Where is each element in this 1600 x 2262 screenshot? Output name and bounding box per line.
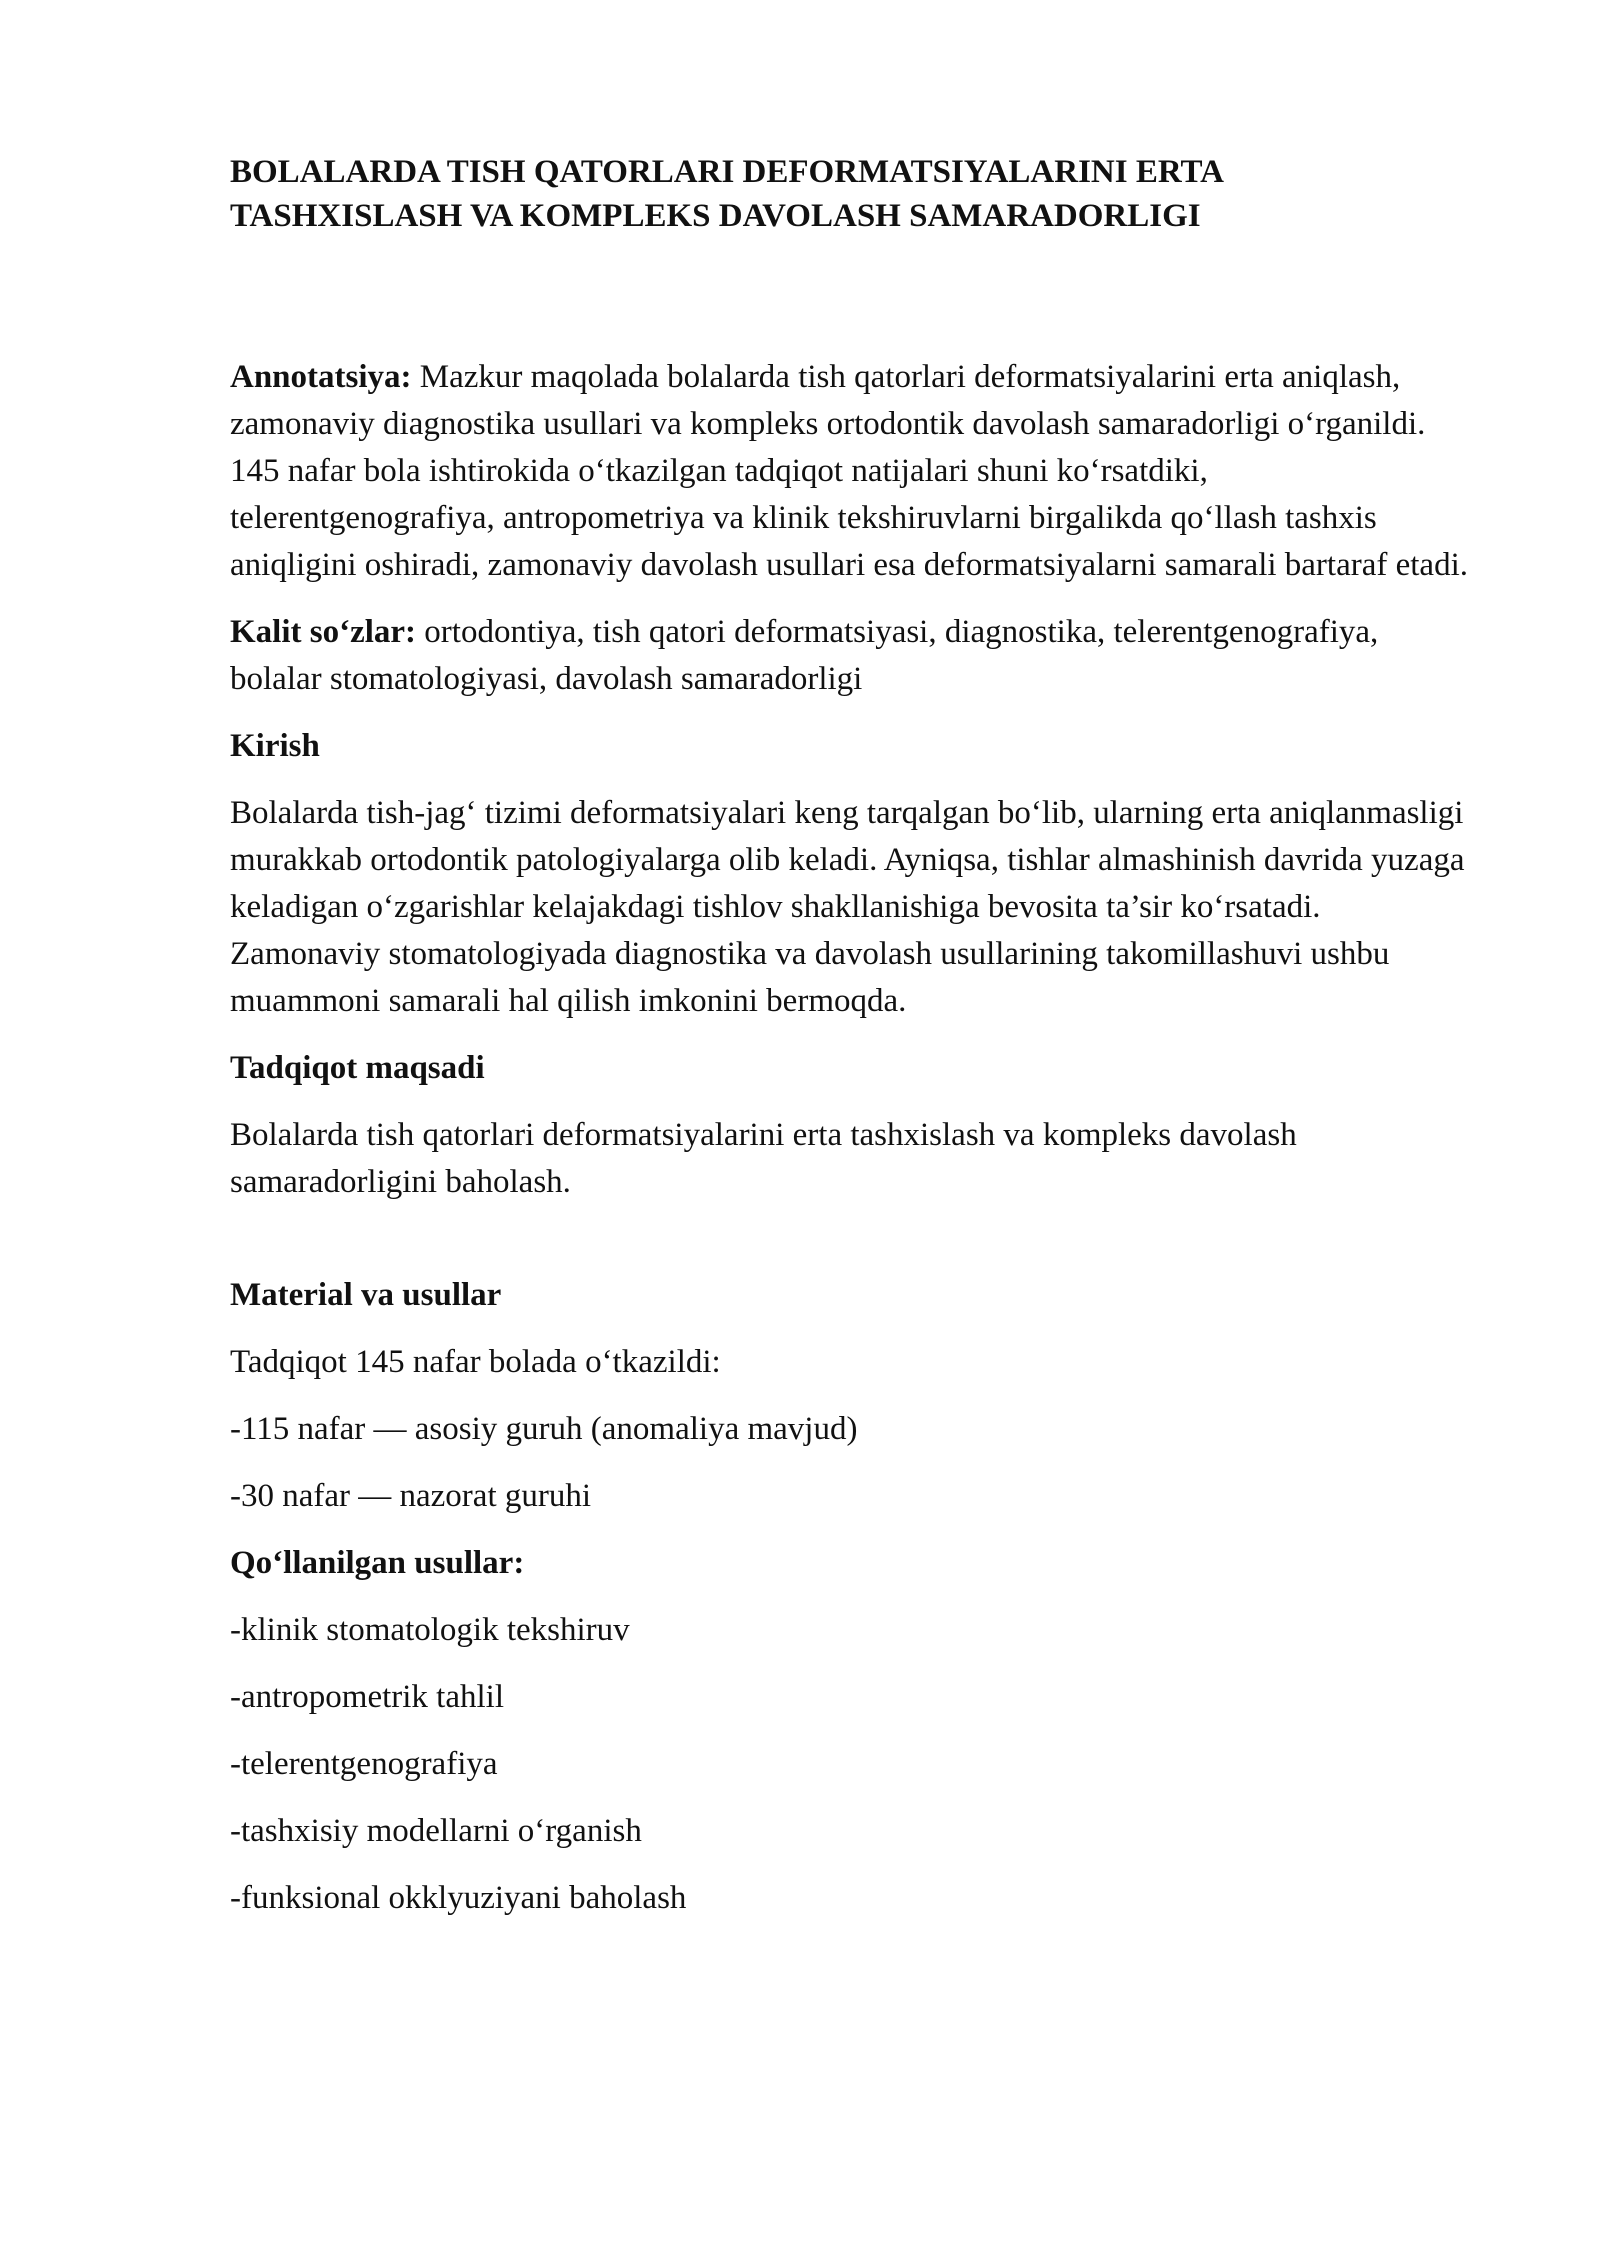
method-item: -antropometrik tahlil <box>230 1679 505 1715</box>
spacer <box>230 1092 1470 1112</box>
annotation-text: Mazkur maqolada bolalarda tish qatorlari deformatsiyalarini erta aniqlash, zamonaviy diagnostika usullari va kompleks ortodontik davolash samaradorligi o‘rganildi. 145 nafar bola ishtirokida o‘tkazilgan tadqiqot natijalari shuni ko‘rsatdiki, telerentgenografiya, antropometriya va klinik tekshiruvlarni birgalikda qo‘llash tashxis aniqligini oshiradi, zamonaviy davolash usullari esa deformatsiyalarni samarali bartaraf etadi. <box>230 359 1468 583</box>
spacer <box>230 1386 1470 1406</box>
aim-paragraph: Bolalarda tish qatorlari deformatsiyalarini erta tashxislash va kompleks davolash samaradorligini baholash. <box>230 1117 1297 1200</box>
paper-title <box>230 150 1470 238</box>
spacer <box>230 1520 1470 1540</box>
method-item: -tashxisiy modellarni o‘rganish <box>230 1813 642 1849</box>
spacer <box>230 1319 1470 1339</box>
spacer <box>230 1788 1470 1808</box>
group-item: -30 nafar — nazorat guruhi <box>230 1478 592 1514</box>
spacer <box>230 1453 1470 1473</box>
method-item: -telerentgenografiya <box>230 1746 498 1782</box>
keywords-label: Kalit so‘zlar: <box>230 614 417 650</box>
intro-paragraph: Bolalarda tish-jag‘ tizimi deformatsiyalari keng tarqalgan bo‘lib, ularning erta aniqlanmasligi murakkab ortodontik patologiyalarga olib keladi. Ayniqsa, tishlar almashinish davrida yuzaga keladigan o‘zgarishlar kelajakdagi tishlov shakllanishiga bevosita ta’sir ko‘rsatadi. Zamonaviy stomatologiyada diagnostika va davolash usullarining takomillashuvi ushbu muammoni samarali hal qilish imkonini bermoqda. <box>230 795 1465 1019</box>
spacer <box>230 1025 1470 1045</box>
method-item: -klinik stomatologik tekshiruv <box>230 1612 630 1648</box>
spacer <box>230 1206 1470 1272</box>
intro-heading: Kirish <box>230 728 320 764</box>
paper-title-line-2: TASHXISLASH VA KOMPLEKS DAVOLASH SAMARADORLIGI <box>230 198 1201 234</box>
methods-heading: Material va usullar <box>230 1277 502 1313</box>
spacer <box>230 703 1470 723</box>
methods-intro: Tadqiqot 145 nafar bolada o‘tkazildi: <box>230 1344 721 1380</box>
annotation-paragraph <box>230 354 1470 589</box>
spacer <box>230 1855 1470 1875</box>
group-item: -115 nafar — asosiy guruh (anomaliya mavjud) <box>230 1411 858 1447</box>
keywords-paragraph <box>230 609 1470 703</box>
spacer <box>230 770 1470 790</box>
document-page <box>230 150 1470 1922</box>
method-item: -funksional okklyuziyani baholash <box>230 1880 687 1916</box>
spacer <box>230 1587 1470 1607</box>
aim-heading: Tadqiqot maqsadi <box>230 1050 485 1086</box>
spacer <box>230 238 1470 354</box>
spacer <box>230 589 1470 609</box>
keywords-text: ortodontiya, tish qatori deformatsiyasi, diagnostika, telerentgenografiya, bolalar stomatologiyasi, davolash samaradorligi <box>230 614 1379 697</box>
spacer <box>230 1654 1470 1674</box>
annotation-label: Annotatsiya: <box>230 359 412 395</box>
spacer <box>230 1721 1470 1741</box>
paper-title-line-1: BOLALARDA TISH QATORLARI DEFORMATSIYALARINI ERTA <box>230 154 1224 190</box>
used-methods-heading: Qo‘llanilgan usullar: <box>230 1545 525 1581</box>
